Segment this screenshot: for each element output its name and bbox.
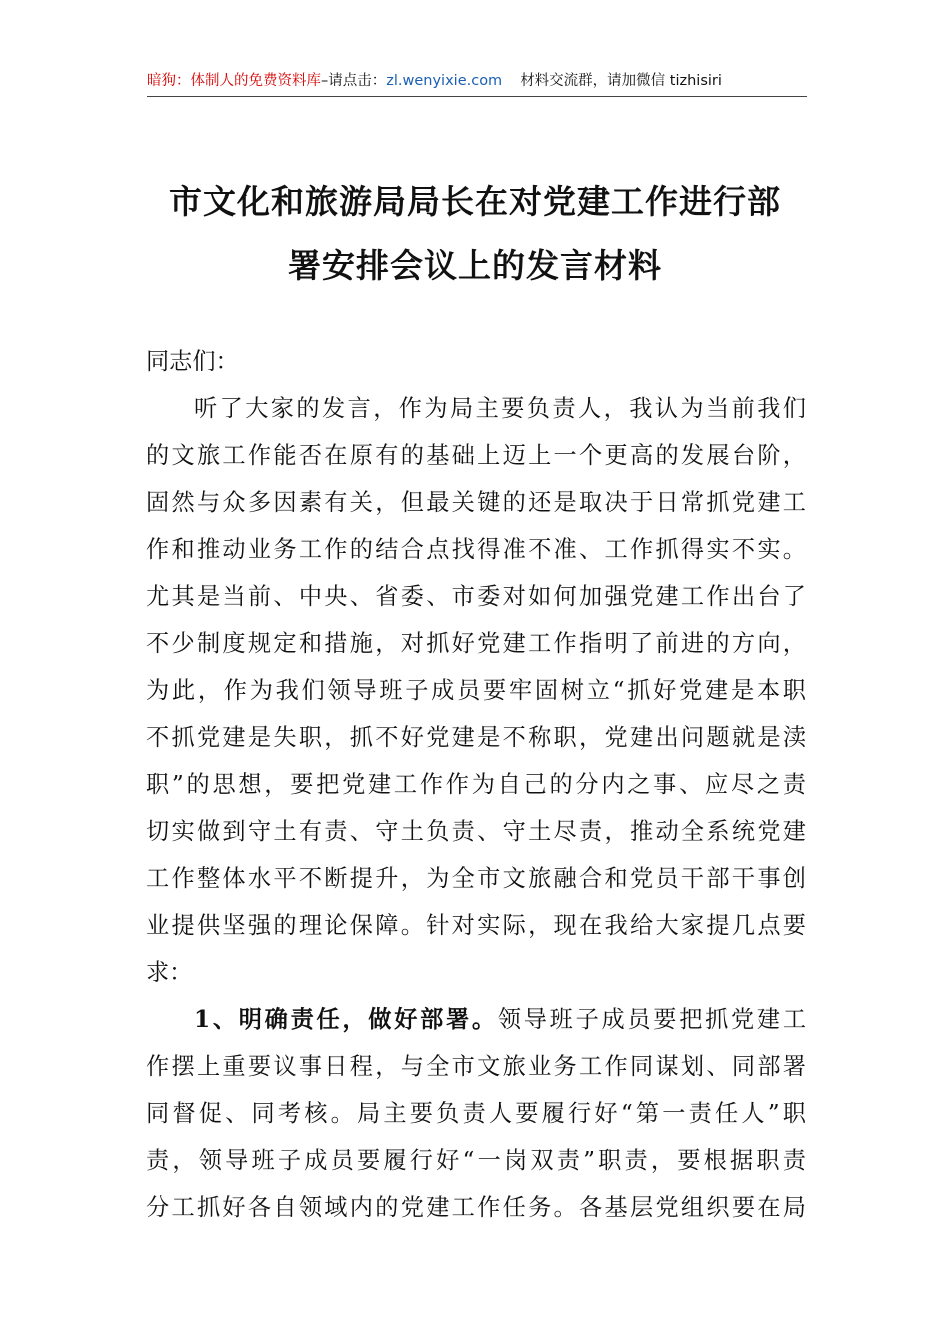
document-title-line-2: 署安排会议上的发言材料 — [288, 246, 662, 285]
header-click-prompt: –请点击： — [321, 73, 387, 89]
paragraph-line: 切实做到守土有责、守土负责、守土尽责，推动全系统党建 — [146, 818, 806, 845]
paragraph-line: 业提供坚强的理论保障。针对实际，现在我给大家提几点要 — [146, 912, 806, 939]
salutation: 同志们： — [146, 348, 239, 375]
paragraph-line: 同督促、同考核。局主要负责人要履行好“第一责任人”职 — [146, 1100, 806, 1127]
paragraph-line: 作摆上重要议事日程，与全市文旅业务工作同谋划、同部署 — [146, 1053, 806, 1080]
paragraph-line: 尤其是当前、中央、省委、市委对如何加强党建工作出台了 — [146, 583, 806, 610]
paragraph-line: 不抓党建是失职，抓不好党建是不称职，党建出问题就是渎 — [146, 724, 806, 751]
paragraph-line: 不少制度规定和措施，对抓好党建工作指明了前进的方向， — [146, 630, 806, 657]
paragraph-line: 求： — [146, 959, 193, 986]
paragraph-line: 为此，作为我们领导班子成员要牢固树立“抓好党建是本职 — [146, 677, 806, 704]
section-1-first-line — [194, 1004, 806, 1036]
section-1-first-line-text: 领导班子成员要把抓党建工 — [497, 1006, 807, 1033]
page-header — [147, 70, 807, 97]
paragraph-line: 固然与众多因素有关，但最关键的还是取决于日常抓党建工 — [146, 489, 806, 516]
section-1-heading: 1、明确责任，做好部署。 — [194, 1006, 498, 1033]
paragraph-line: 职”的思想，要把党建工作作为自己的分内之事、应尽之责 — [146, 771, 806, 798]
header-contact: 材料交流群，请加微信 tizhisiri — [520, 73, 722, 89]
header-link[interactable]: zl.wenyixie.com — [386, 73, 503, 89]
paragraph-line: 工作整体水平不断提升，为全市文旅融合和党员干部干事创 — [146, 865, 806, 892]
document-title-line-1: 市文化和旅游局局长在对党建工作进行部 — [169, 182, 781, 221]
paragraph-line: 作和推动业务工作的结合点找得准不准、工作抓得实不实。 — [146, 536, 806, 563]
paragraph-line: 责，领导班子成员要履行好“一岗双责”职责，要根据职责 — [146, 1147, 806, 1174]
paragraph-line: 分工抓好各自领域内的党建工作任务。各基层党组织要在局 — [146, 1194, 806, 1221]
paragraph-line: 的文旅工作能否在原有的基础上迈上一个更高的发展台阶， — [146, 442, 806, 469]
header-site-name: 暗狗：体制人的免费资料库 — [147, 73, 321, 89]
paragraph-line: 听了大家的发言，作为局主要负责人，我认为当前我们 — [194, 395, 806, 422]
